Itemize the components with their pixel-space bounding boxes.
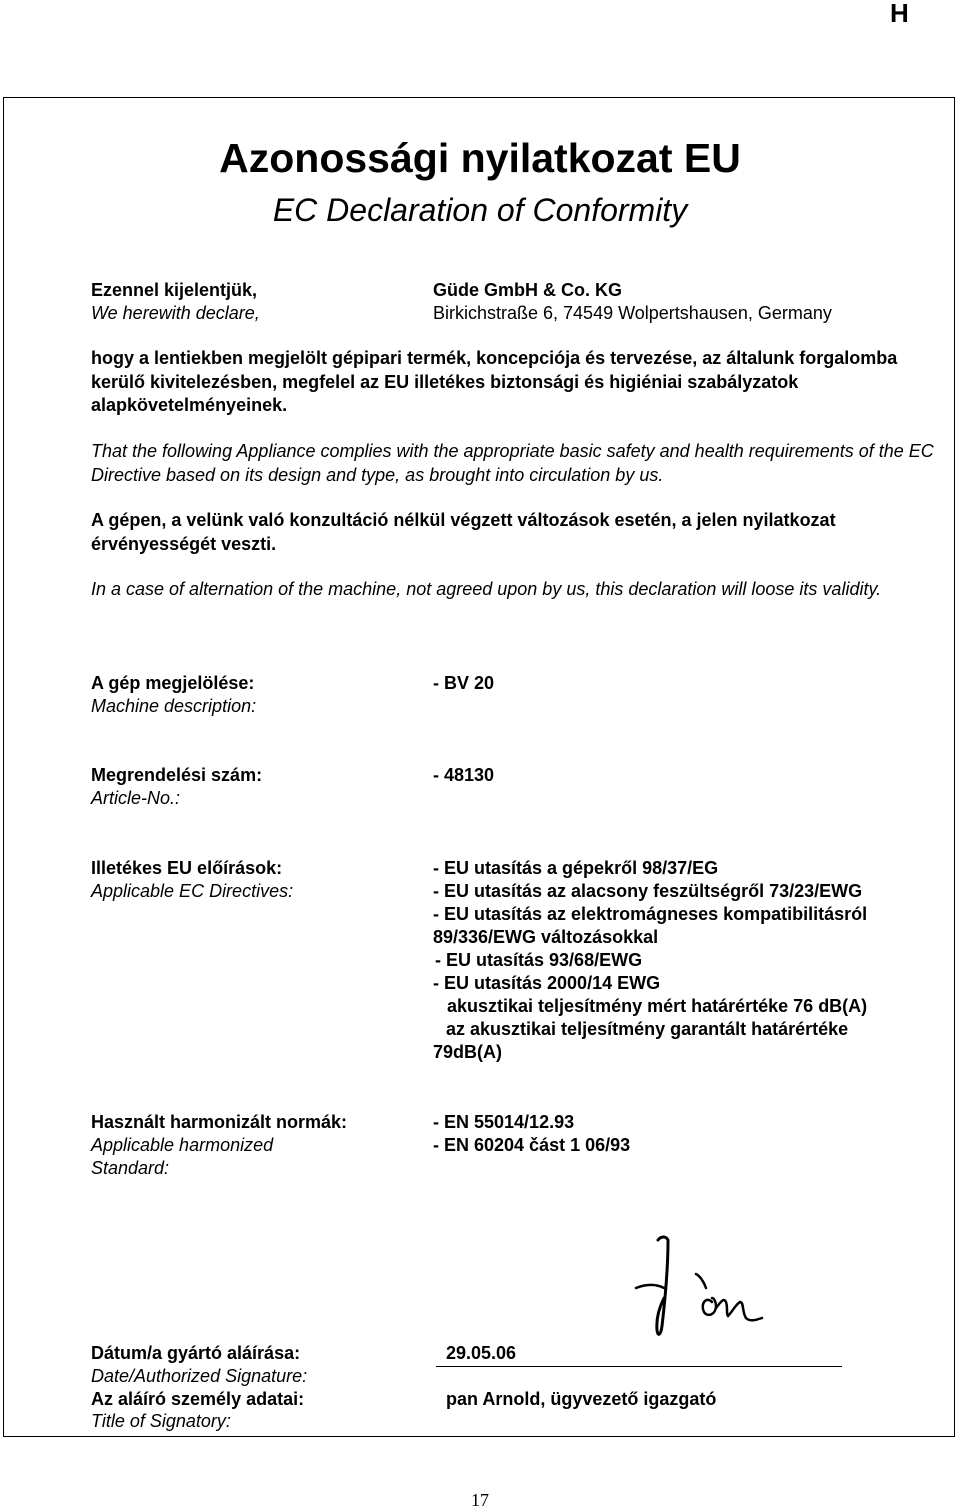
company-address: Birkichstraße 6, 74549 Wolpertshausen, Germany (433, 303, 832, 323)
paragraph-conformity-hu: hogy a lentiekben megjelölt gépipari termék, koncepciója és tervezése, az általunk forgalomba kerülő kivitelezésben, megfelel az EU illetékes biztonsági és higiéniai szabályzatok alapkövetelményeinek. (91, 348, 898, 415)
handwritten-signature (600, 1222, 790, 1352)
paragraph-alteration-en: In a case of alternation of the machine, not agreed upon by us, this declaration will loose its validity. (91, 579, 882, 599)
directive-line: akusztikai teljesítmény mért határértéke 76 dB(A) (447, 996, 868, 1016)
date-label-en: Date/Authorized Signature: (91, 1366, 308, 1386)
standards-label-en: Applicable harmonized (91, 1135, 274, 1155)
directive-line: az akusztikai teljesítmény garantált határértéke (446, 1019, 849, 1039)
directives-label-hu: Illetékes EU előírások: (91, 858, 283, 878)
standards-label-en-cont: Standard: (91, 1158, 170, 1178)
article-value: - 48130 (433, 765, 495, 785)
directives-label-en: Applicable EC Directives: (91, 881, 294, 901)
standard-line: - EN 60204 část 1 06/93 (433, 1135, 631, 1155)
directive-line: 89/336/EWG változásokkal (433, 927, 659, 947)
page-subtitle: EC Declaration of Conformity (272, 192, 688, 228)
paragraph-alteration-hu: A gépen, a velünk való konzultáció nélkül végzett változások esetén, a jelen nyilatkozat érvényességét veszti. (91, 510, 836, 554)
signer-label-en: Title of Signatory: (91, 1411, 231, 1431)
directive-line: 79dB(A) (433, 1042, 503, 1062)
language-mark: H (890, 0, 909, 28)
date-label-hu: Dátum/a gyártó aláírása: (91, 1343, 301, 1363)
declare-label-hu: Ezennel kijelentjük, (91, 280, 258, 300)
paragraph-conformity-en: That the following Appliance complies with the appropriate basic safety and health requirements of the EC Directive based on its design and type, as brought into circulation by us. (91, 441, 934, 485)
declare-label-en: We herewith declare, (91, 303, 260, 323)
directive-line: - EU utasítás 93/68/EWG (435, 950, 643, 970)
page-number: 17 (471, 1490, 489, 1510)
article-label-en: Article-No.: (91, 788, 181, 808)
machine-label-en: Machine description: (91, 696, 257, 716)
directive-line: - EU utasítás 2000/14 EWG (433, 973, 661, 993)
machine-label-hu: A gép megjelölése: (91, 673, 255, 693)
page-title: Azonossági nyilatkozat EU (219, 135, 741, 181)
standards-list (433, 1111, 630, 1157)
standard-line: - EN 55014/12.93 (433, 1112, 575, 1132)
directive-line: - EU utasítás az elektromágneses kompatibilitásról (433, 904, 868, 924)
article-label-hu: Megrendelési szám: (91, 765, 263, 785)
directives-list (433, 857, 867, 1064)
company-name: Güde GmbH & Co. KG (433, 280, 622, 300)
directive-line: - EU utasítás a gépekről 98/37/EG (433, 858, 719, 878)
signer-label-hu: Az aláíró személy adatai: (91, 1389, 305, 1409)
signer-value: pan Arnold, ügyvezető igazgató (446, 1389, 717, 1409)
machine-value: - BV 20 (433, 673, 495, 693)
date-value: 29.05.06 (446, 1343, 517, 1363)
signature-line (436, 1366, 842, 1367)
standards-label-hu: Használt harmonizált normák: (91, 1112, 348, 1132)
directive-line: - EU utasítás az alacsony feszültségről 73/23/EWG (433, 881, 863, 901)
